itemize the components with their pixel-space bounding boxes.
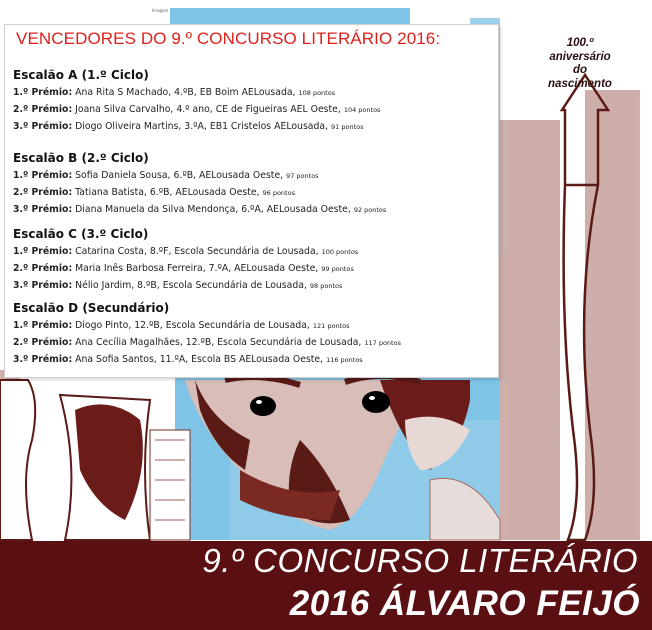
- winner-details: Tatiana Batista, 6.ºB, AELousada Oeste,: [75, 187, 260, 198]
- winner-row: [13, 201, 493, 218]
- anniversary-caption: [540, 37, 620, 91]
- section-title: Escalão B (2.º Ciclo): [13, 151, 149, 165]
- ear-shape: [0, 380, 35, 540]
- prize-place: 2.º Prémio:: [13, 187, 73, 198]
- banner-contest-title: 9.º CONCURSO LITERÁRIO: [202, 542, 638, 579]
- anniversary-line: aniversário: [549, 50, 611, 63]
- winner-details: Diogo Oliveira Martins, 3.ºA, EB1 Cristelos AELousada,: [75, 121, 329, 132]
- section-escalao-d: [13, 300, 493, 368]
- winner-row: [13, 118, 493, 135]
- prize-place: 2.º Prémio:: [13, 104, 73, 115]
- prize-place: 3.º Prémio:: [13, 354, 73, 365]
- winner-points: 117 pontos: [364, 339, 401, 347]
- winner-points: 96 pontos: [262, 189, 295, 197]
- image-tiny-label: Imagem: [152, 8, 169, 13]
- banner-year-author: 2016 ÁLVARO FEIJÓ: [289, 584, 640, 623]
- winner-details: Ana Sofia Santos, 11.ºA, Escola BS AELousada Oeste,: [75, 354, 324, 365]
- winner-row: [13, 277, 493, 294]
- winner-points: 91 pontos: [331, 123, 364, 131]
- winner-points: 99 pontos: [321, 265, 354, 273]
- prize-place: 3.º Prémio:: [13, 121, 73, 132]
- winner-points: 98 pontos: [309, 282, 343, 290]
- winner-points: 100 pontos: [321, 248, 359, 256]
- winner-row: [13, 317, 493, 334]
- anniversary-line: 100.º: [566, 37, 594, 49]
- anniversary-line: nascimento: [548, 77, 612, 90]
- winner-points: 92 pontos: [353, 206, 387, 214]
- section-escalao-c: [13, 226, 493, 294]
- winner-points: 104 pontos: [343, 106, 381, 114]
- winner-details: Joana Silva Carvalho, 4.º ano, CE de Figueiras AEL Oeste,: [75, 104, 341, 115]
- winner-details: Nélio Jardim, 8.ºB, Escola Secundária de Lousada,: [75, 280, 307, 291]
- section-escalao-a: [13, 67, 493, 135]
- prize-place: 1.º Prémio:: [13, 320, 73, 331]
- winner-details: Maria Inês Barbosa Ferreira, 7.ºA, AELousada Oeste,: [75, 263, 319, 274]
- winner-details: Diogo Pinto, 12.ºB, Escola Secundária de Lousada,: [75, 320, 310, 331]
- winner-details: Ana Rita S Machado, 4.ºB, EB Boim AELousada,: [75, 87, 296, 98]
- winner-row: [13, 351, 493, 368]
- prize-place: 1.º Prémio:: [13, 170, 73, 181]
- winner-points: 121 pontos: [312, 322, 350, 330]
- winner-row: [13, 184, 493, 201]
- section-title: Escalão D (Secundário): [13, 301, 170, 315]
- winner-points: 97 pontos: [286, 172, 319, 180]
- prize-place: 1.º Prémio:: [13, 246, 73, 257]
- winner-row: [13, 260, 493, 277]
- section-title: Escalão A (1.º Ciclo): [13, 68, 149, 82]
- anniversary-line: do: [572, 64, 588, 76]
- winner-details: Ana Cecília Magalhães, 12.ºB, Escola Secundária de Lousada,: [75, 337, 362, 348]
- winner-points: 108 pontos: [298, 89, 336, 97]
- winner-row: [13, 167, 493, 184]
- winner-details: Diana Manuela da Silva Mendonça, 6.ºA, AELousada Oeste,: [75, 204, 351, 215]
- prize-place: 3.º Prémio:: [13, 204, 73, 215]
- winner-details: Catarina Costa, 8.ºF, Escola Secundária de Lousada,: [75, 246, 319, 257]
- section-title: Escalão C (3.º Ciclo): [13, 227, 149, 241]
- prize-place: 3.º Prémio:: [13, 280, 73, 291]
- winner-row: [13, 101, 493, 118]
- winner-details: Sofia Daniela Sousa, 6.ºB, AELousada Oeste,: [75, 170, 284, 181]
- winner-row: [13, 243, 493, 260]
- winner-row: [13, 334, 493, 351]
- prize-place: 2.º Prémio:: [13, 337, 73, 348]
- winners-headline: VENCEDORES DO 9.º CONCURSO LITERÁRIO 2016:: [16, 29, 441, 48]
- prize-place: 1.º Prémio:: [13, 87, 73, 98]
- section-escalao-b: [13, 150, 493, 218]
- winner-row: [13, 84, 493, 101]
- winner-points: 116 pontos: [326, 356, 363, 364]
- prize-place: 2.º Prémio:: [13, 263, 73, 274]
